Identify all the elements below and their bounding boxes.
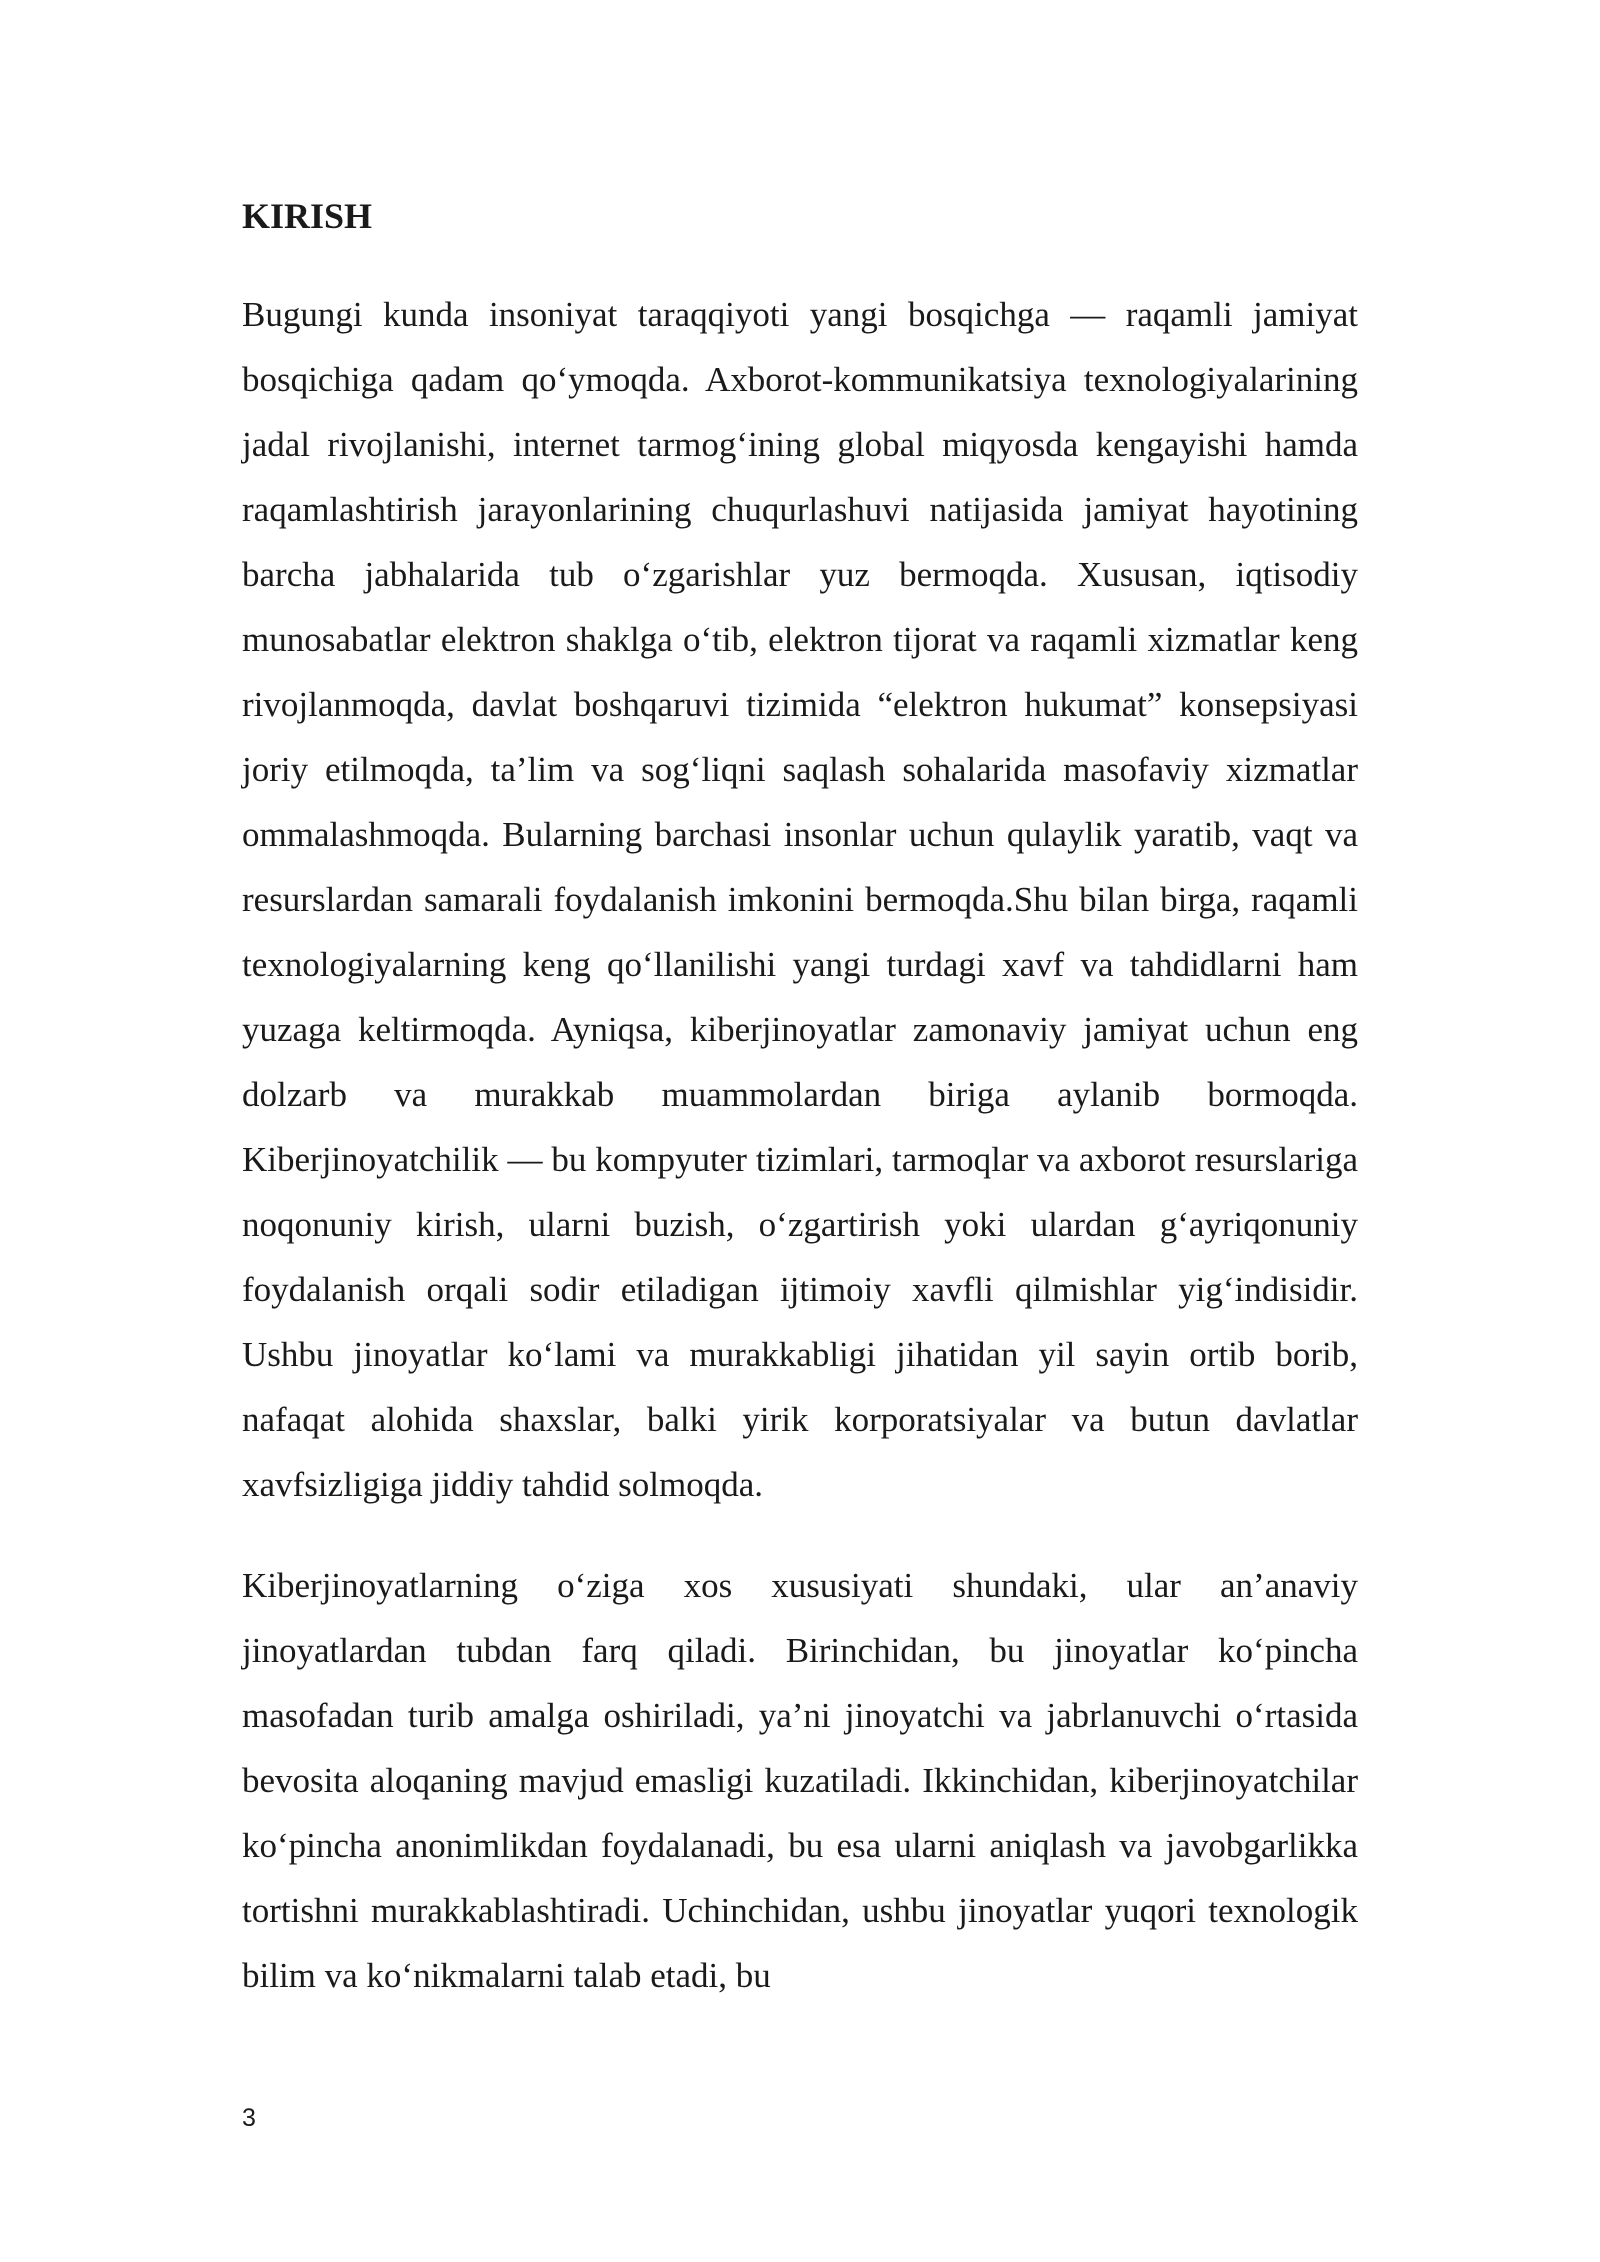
page-content xyxy=(242,186,1358,2044)
page-number: 3 xyxy=(242,2104,256,2132)
paragraph-2: Kiberjinoyatlarning o‘ziga xos xususiyati shundaki, ular an’anaviy jinoyatlardan tubdan farq qiladi. Birinchidan, bu jinoyatlar ko‘pincha masofadan turib amalga oshiriladi, ya’ni jinoyatchi va jabrlanuvchi o‘rtasida bevosita aloqaning mavjud emasligi kuzatiladi. Ikkinchidan, kiberjinoyatchilar ko‘pincha anonimlikdan foydalanadi, bu esa ularni aniqlash va javobgarlikka tortishni murakkablashtiradi. Uchinchidan, ushbu jinoyatlar yuqori texnologik bilim va ko‘nikmalarni talab etadi, bu xyxy=(242,1566,1358,1995)
section-heading: KIRISH xyxy=(242,196,373,236)
paragraph-1: Bugungi kunda insoniyat taraqqiyoti yangi bosqichga — raqamli jamiyat bosqichiga qadam qo‘ymoqda. Axborot-kommunikatsiya texnologiyalarining jadal rivojlanishi, internet tarmog‘ining global miqyosda kengayishi hamda raqamlashtirish jarayonlarining chuqurlashuvi natijasida jamiyat hayotining barcha jabhalarida tub o‘zgarishlar yuz bermoqda. Xususan, iqtisodiy munosabatlar elektron shaklga o‘tib, elektron tijorat va raqamli xizmatlar keng rivojlanmoqda, davlat boshqaruvi tizimida “elektron hukumat” konsepsiyasi joriy etilmoqda, ta’lim va sog‘liqni saqlash sohalarida masofaviy xizmatlar ommalashmoqda. Bularning barchasi insonlar uchun qulaylik yaratib, vaqt va resurslardan samarali foydalanish imkonini bermoqda.Shu bilan birga, raqamli texnologiyalarning keng qo‘llanilishi yangi turdagi xavf va tahdidlarni ham yuzaga keltirmoqda. Ayniqsa, kiberjinoyatlar zamonaviy jamiyat uchun eng dolzarb va murakkab muammolardan biriga aylanib bormoqda. Kiberjinoyatchilik — bu kompyuter tizimlari, tarmoqlar va axborot resurslariga noqonuniy kirish, ularni buzish, o‘zgartirish yoki ulardan g‘ayriqonuniy foydalanish orqali sodir etiladigan ijtimoiy xavfli qilmishlar yig‘indisidir. Ushbu jinoyatlar ko‘lami va murakkabligi jihatidan yil sayin ortib borib, nafaqat alohida shaxslar, balki yirik korporatsiyalar va butun davlatlar xavfsizligiga jiddiy tahdid solmoqda. xyxy=(242,295,1358,1504)
